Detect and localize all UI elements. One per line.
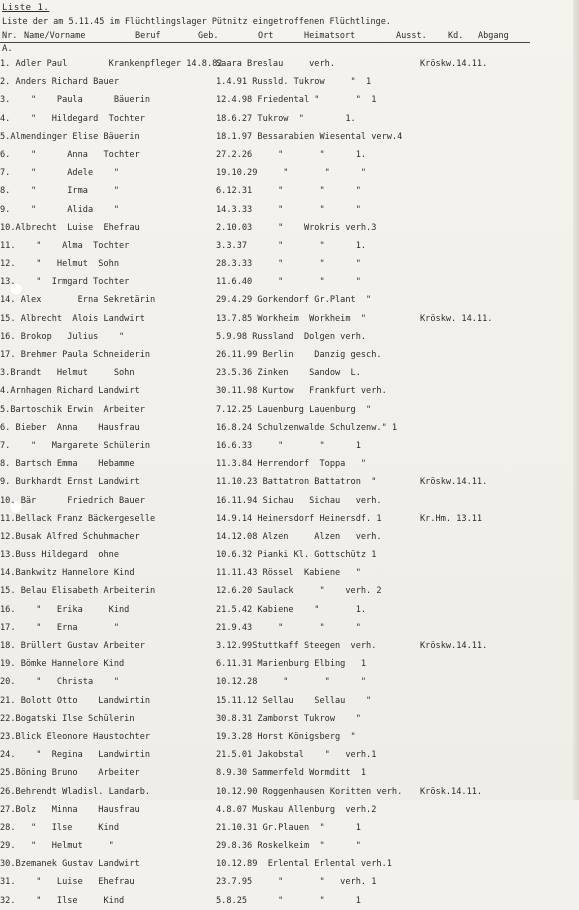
row-person: 30.Bzemanek Gustav Landwirt <box>0 859 140 870</box>
row-person: 3.Brandt Helmut Sohn <box>0 368 135 379</box>
list-row <box>0 201 579 219</box>
list-row <box>0 492 579 510</box>
list-row <box>0 692 579 710</box>
column-geb: Geb. <box>198 31 219 41</box>
row-details: 23.5.36 Zinken Sandow L. <box>216 368 361 379</box>
row-details: 6.12.31 " " " <box>216 186 361 197</box>
row-details: 1.4.91 Russld. Tukrow " 1 <box>216 77 372 88</box>
column-nr: Nr. <box>2 31 18 41</box>
row-person: 2. Anders Richard Bauer <box>0 77 119 88</box>
row-person: 8. " Irma " <box>0 186 119 197</box>
row-person: 8. Bartsch Emma Hebamme <box>0 459 135 470</box>
row-person: 9. Burkhardt Ernst Landwirt <box>0 477 140 488</box>
list-row <box>0 91 579 109</box>
row-departure: Kr.Hm. 13.11 <box>420 513 483 524</box>
row-details: 10.6.32 Pianki Kl. Gottschütz 1 <box>216 550 377 561</box>
list-row <box>0 783 579 801</box>
row-person: 10.Albrecht Luise Ehefrau <box>0 222 140 233</box>
list-row <box>0 528 579 546</box>
row-person: 7. " Margarete Schülerin <box>0 440 151 451</box>
row-details: 30.8.31 Zamborst Tukrow " <box>216 713 361 724</box>
column-beruf: Beruf <box>135 31 161 41</box>
list-row <box>0 328 579 346</box>
row-person: 15. Albrecht Alois Landwirt <box>0 313 145 324</box>
row-details: 18.1.97 Bessarabien Wiesental verw.4 <box>216 131 403 142</box>
row-person: 12.Busak Alfred Schuhmacher <box>0 531 140 542</box>
row-person: 18. Brüllert Gustav Arbeiter <box>0 641 145 651</box>
list-row <box>0 182 579 200</box>
row-details: 16.11.94 Sichau Sichau verh. <box>216 495 382 506</box>
list-row <box>0 164 579 182</box>
row-person: 6. " Anna Tochter <box>0 149 140 160</box>
row-person: 25.Böning Bruno Arbeiter <box>0 768 140 779</box>
column-kd: Kd. <box>448 31 464 41</box>
list-row <box>0 437 579 455</box>
row-details: 16.6.33 " " 1 <box>216 440 361 451</box>
list-row <box>0 55 579 73</box>
row-details: 5.8.25 " " 1 <box>216 895 361 906</box>
row-details: Saara Breslau verh. <box>216 59 335 69</box>
row-departure: Krösk.14.11. <box>420 786 483 797</box>
list-row <box>0 455 579 473</box>
row-details: 10.12.89 Erlental Erlental verh.1 <box>216 859 392 870</box>
list-row <box>0 255 579 273</box>
list-row <box>0 146 579 164</box>
row-details: 5.9.98 Russland Dolgen verh. <box>216 331 367 342</box>
row-details: 15.11.12 Sellau Sellau " <box>216 695 372 706</box>
list-row <box>0 382 579 400</box>
row-person: 13. " Irmgard Tochter <box>0 277 130 288</box>
row-person: 29. " Helmut " <box>0 841 114 852</box>
row-details: 14.3.33 " " " <box>216 204 361 215</box>
document-heading: Liste der am 5.11.45 im Flüchtlingslager Pütnitz eingetroffenen Flüchtlinge. <box>2 17 391 27</box>
row-person: 17. Brehmer Paula Schneiderin <box>0 350 151 360</box>
list-label: Liste 1. <box>2 3 50 13</box>
row-person: 22.Bogatski Ilse Schülerin <box>0 713 135 724</box>
row-details: 28.3.33 " " " <box>216 259 361 270</box>
list-row <box>0 401 579 419</box>
row-details: 10.12.90 Roggenhausen Koritten verh. <box>216 786 403 797</box>
list-row <box>0 582 579 600</box>
row-details: 14.9.14 Heinersdorf Heinersdf. 1 <box>216 513 382 524</box>
row-person: 6. Bieber Anna Hausfrau <box>0 422 140 433</box>
row-person: 1. Adler Paul Krankenpfleger 14.8.82 <box>0 59 223 69</box>
row-details: 29.4.29 Gorkendorf Gr.Plant " <box>216 295 372 306</box>
list-row <box>0 892 579 910</box>
row-person: 10. Bär Friedrich Bauer <box>0 495 145 506</box>
list-row <box>0 473 579 491</box>
row-person: 17. " Erna " <box>0 622 119 633</box>
row-person: 5.Bartoschik Erwin Arbeiter <box>0 404 145 415</box>
row-details: 27.2.26 " " 1. <box>216 149 367 160</box>
row-person: 26.Behrendt Wladisl. Landarb. <box>0 786 151 797</box>
row-details: 3.12.99Stuttkaff Steegen verh. <box>216 641 377 651</box>
row-details: 11.3.84 Herrendorf Toppa " <box>216 459 367 470</box>
row-departure: Kröskw.14.11. <box>420 641 488 651</box>
row-details: 16.8.24 Schulzenwalde Schulzenw." 1 <box>216 422 398 433</box>
row-details: 11.10.23 Battatron Battatron " <box>216 477 377 488</box>
row-person: 21. Bolott Otto Landwirtin <box>0 695 151 706</box>
refugee-list <box>0 55 579 910</box>
row-person: 32. " Ilse Kind <box>0 895 125 906</box>
list-row <box>0 128 579 146</box>
row-details: 19.3.28 Horst Königsberg " <box>216 731 356 742</box>
row-details: 13.7.85 Workheim Workheim " <box>216 313 367 324</box>
list-row <box>0 273 579 291</box>
row-details: 23.7.95 " " verh. 1 <box>216 877 377 888</box>
row-person: 23.Blick Eleonore Haustochter <box>0 731 151 742</box>
list-row <box>0 291 579 309</box>
row-person: 11.Bellack Franz Bäckergeselle <box>0 513 156 524</box>
row-departure: Kröskw.14.11. <box>420 59 488 69</box>
list-row <box>0 564 579 582</box>
row-person: 4.Arnhagen Richard Landwirt <box>0 386 140 397</box>
column-header-row <box>0 31 530 43</box>
row-person: 28. " Ilse Kind <box>0 822 119 833</box>
row-person: 24. " Regina Landwirtin <box>0 750 151 761</box>
row-details: 7.12.25 Lauenburg Lauenburg " <box>216 404 372 415</box>
row-person: 13.Buss Hildegard ohne <box>0 550 119 561</box>
row-details: 11.11.43 Rössel Kabiene " <box>216 568 361 579</box>
row-person: 31. " Luise Ehefrau <box>0 877 135 888</box>
list-row <box>0 637 579 655</box>
row-details: 14.12.08 Alzen Alzen verh. <box>216 531 382 542</box>
row-person: 20. " Christa " <box>0 677 119 688</box>
row-details: 11.6.40 " " " <box>216 277 361 288</box>
list-row <box>0 746 579 764</box>
list-row <box>0 764 579 782</box>
row-person: 14. Alex Erna Sekretärin <box>0 295 156 306</box>
list-row <box>0 673 579 691</box>
row-details: 30.11.98 Kurtow Frankfurt verh. <box>216 386 387 397</box>
column-name: Name/Vorname <box>24 31 86 41</box>
row-details: 10.12.28 " " " <box>216 677 367 688</box>
list-row <box>0 364 579 382</box>
row-person: 9. " Alida " <box>0 204 119 215</box>
row-details: 6.11.31 Marienburg Elbing 1 <box>216 659 367 670</box>
row-person: 12. " Helmut Sohn <box>0 259 119 270</box>
column-heimatsort: Heimatsort <box>304 31 356 41</box>
row-person: 15. Belau Elisabeth Arbeiterin <box>0 586 156 597</box>
row-details: 3.3.37 " " 1. <box>216 240 367 251</box>
list-row <box>0 619 579 637</box>
row-details: 2.10.03 " Wrokris verh.3 <box>216 222 377 233</box>
column-ort: Ort <box>258 31 274 41</box>
row-person: 16. " Erika Kind <box>0 604 130 615</box>
list-row <box>0 819 579 837</box>
row-details: 21.5.42 Kabiene " 1. <box>216 604 367 615</box>
list-row <box>0 219 579 237</box>
list-row <box>0 346 579 364</box>
list-row <box>0 546 579 564</box>
row-details: 18.6.27 Tukrow " 1. <box>216 113 356 124</box>
row-person: 27.Bolz Minna Hausfrau <box>0 804 140 815</box>
list-row <box>0 801 579 819</box>
list-row <box>0 837 579 855</box>
list-row <box>0 655 579 673</box>
row-details: 21.5.01 Jakobstal " verh.1 <box>216 750 377 761</box>
row-details: 4.8.07 Muskau Allenburg verh.2 <box>216 804 377 815</box>
list-row <box>0 237 579 255</box>
row-details: 19.10.29 " " " <box>216 168 367 179</box>
row-person: 5.Almendinger Elise Bäuerin <box>0 131 140 142</box>
row-person: 7. " Adele " <box>0 168 119 179</box>
list-row <box>0 601 579 619</box>
row-details: 12.4.98 Friedental " " 1 <box>216 95 377 106</box>
column-ausst: Ausst. <box>396 31 427 41</box>
column-abgang: Abgang <box>478 31 509 41</box>
list-row <box>0 510 579 528</box>
row-person: 14.Bankwitz Hannelore Kind <box>0 568 135 579</box>
list-row <box>0 855 579 873</box>
row-details: 12.6.20 Saulack " verh. 2 <box>216 586 382 597</box>
row-details: 8.9.30 Sammerfeld Wormditt 1 <box>216 768 367 779</box>
section-letter: A. <box>2 44 13 54</box>
row-details: 29.8.36 Roskelkeim " " <box>216 841 361 852</box>
row-details: 21.10.31 Gr.Plauen " 1 <box>216 822 361 833</box>
list-row <box>0 419 579 437</box>
row-details: 21.9.43 " " " <box>216 622 361 633</box>
list-row <box>0 110 579 128</box>
list-row <box>0 728 579 746</box>
row-departure: Kröskw.14.11. <box>420 477 488 488</box>
row-person: 4. " Hildegard Tochter <box>0 113 145 124</box>
list-row <box>0 73 579 91</box>
row-departure: Kröskw. 14.11. <box>420 313 493 324</box>
list-row <box>0 873 579 891</box>
row-details: 26.11.99 Berlin Danzig gesch. <box>216 350 382 360</box>
row-person: 3. " Paula Bäuerin <box>0 95 151 106</box>
row-person: 11. " Alma Tochter <box>0 240 130 251</box>
row-person: 19. Bömke Hannelore Kind <box>0 659 125 670</box>
list-row <box>0 710 579 728</box>
list-row <box>0 310 579 328</box>
row-person: 16. Brokop Julius " <box>0 331 125 342</box>
